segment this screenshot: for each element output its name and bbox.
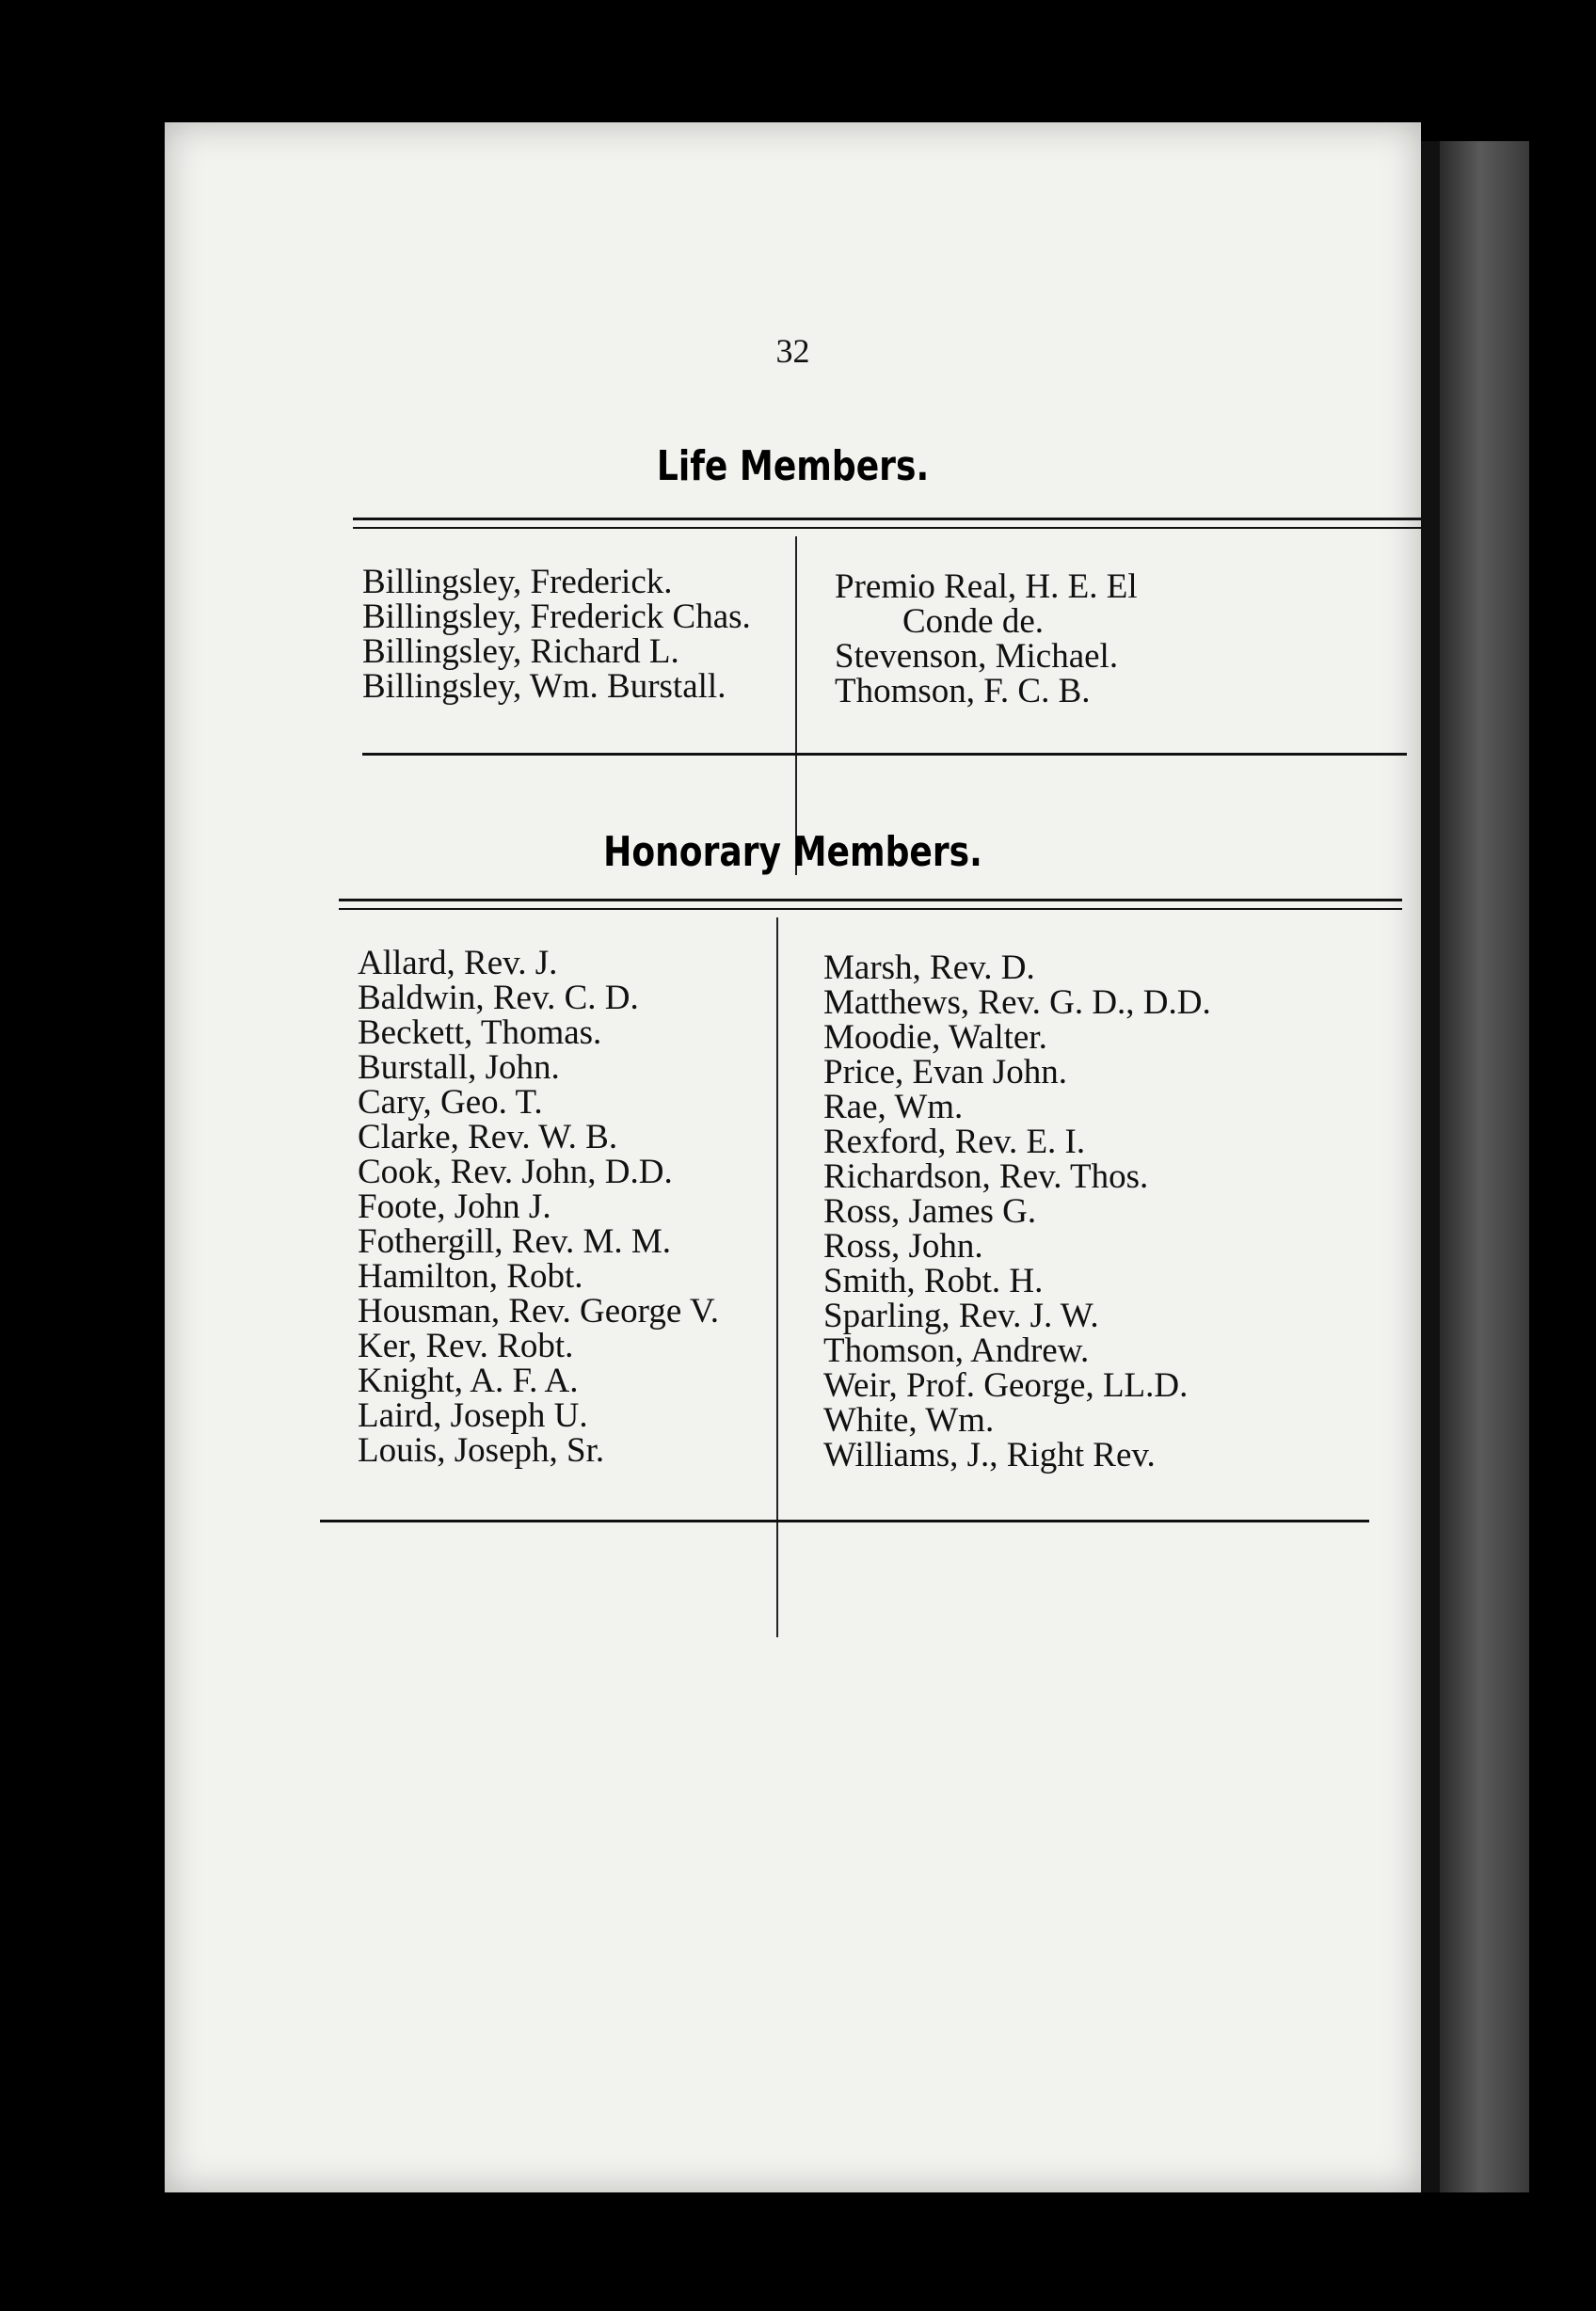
list-item: Matthews, Rev. G. D., D.D. — [823, 983, 1211, 1022]
list-item: Conde de. — [902, 602, 1045, 641]
honorary-members-top-rule — [339, 899, 1402, 910]
list-item: Louis, Joseph, Sr. — [358, 1431, 605, 1470]
list-item: Ross, John. — [823, 1227, 983, 1266]
list-item: Moodie, Walter. — [823, 1018, 1047, 1057]
list-item: Sparling, Rev. J. W. — [823, 1297, 1099, 1335]
page-number: 32 — [775, 332, 810, 370]
list-item: Rexford, Rev. E. I. — [823, 1123, 1086, 1161]
list-item: Rae, Wm. — [823, 1088, 964, 1126]
list-item: Smith, Robt. H. — [823, 1262, 1044, 1300]
honorary-members-column-divider — [776, 917, 778, 1637]
list-item: Beckett, Thomas. — [358, 1013, 602, 1052]
list-item: Allard, Rev. J. — [358, 944, 558, 982]
list-item: Burstall, John. — [358, 1048, 560, 1087]
list-item: Ross, James G. — [823, 1192, 1037, 1231]
life-members-heading: Life Members. — [656, 442, 930, 490]
list-item: Price, Evan John. — [823, 1053, 1067, 1092]
book-page — [165, 122, 1421, 2192]
life-members-top-rule — [353, 518, 1430, 529]
book-spine — [1440, 141, 1529, 2192]
list-item: Thomson, F. C. B. — [835, 672, 1091, 710]
list-item: Housman, Rev. George V. — [358, 1292, 720, 1331]
list-item: Clarke, Rev. W. B. — [358, 1118, 618, 1156]
list-item: Fothergill, Rev. M. M. — [358, 1222, 672, 1261]
list-item: Ker, Rev. Robt. — [358, 1327, 574, 1365]
list-item: Knight, A. F. A. — [358, 1362, 579, 1400]
list-item: Billingsley, Wm. Burstall. — [362, 667, 726, 706]
list-item: Billingsley, Frederick. — [362, 563, 673, 601]
honorary-members-heading: Honorary Members. — [603, 828, 982, 876]
list-item: Thomson, Andrew. — [823, 1331, 1090, 1370]
life-members-column-divider — [795, 536, 797, 875]
life-members-bottom-rule — [362, 753, 1407, 756]
list-item: Marsh, Rev. D. — [823, 948, 1035, 987]
honorary-members-left-column — [358, 946, 719, 1468]
list-item: White, Wm. — [823, 1401, 995, 1440]
list-item: Hamilton, Robt. — [358, 1257, 583, 1296]
honorary-members-bottom-rule — [320, 1520, 1369, 1522]
book-gutter — [1419, 141, 1440, 2192]
list-item: Weir, Prof. George, LL.D. — [823, 1366, 1189, 1405]
honorary-members-right-column — [823, 950, 1211, 1473]
list-item: Richardson, Rev. Thos. — [823, 1157, 1149, 1196]
list-item: Billingsley, Richard L. — [362, 632, 679, 671]
list-item: Billingsley, Frederick Chas. — [362, 598, 751, 636]
list-item: Premio Real, H. E. El — [835, 567, 1138, 606]
list-item: Williams, J., Right Rev. — [823, 1436, 1156, 1474]
list-item: Cook, Rev. John, D.D. — [358, 1153, 673, 1191]
life-members-left-column — [362, 565, 751, 704]
list-item: Cary, Geo. T. — [358, 1083, 543, 1122]
list-item: Laird, Joseph U. — [358, 1396, 588, 1435]
life-members-right-column — [835, 569, 1138, 709]
list-item: Stevenson, Michael. — [835, 637, 1119, 676]
list-item: Foote, John J. — [358, 1187, 551, 1226]
list-item: Baldwin, Rev. C. D. — [358, 979, 639, 1017]
